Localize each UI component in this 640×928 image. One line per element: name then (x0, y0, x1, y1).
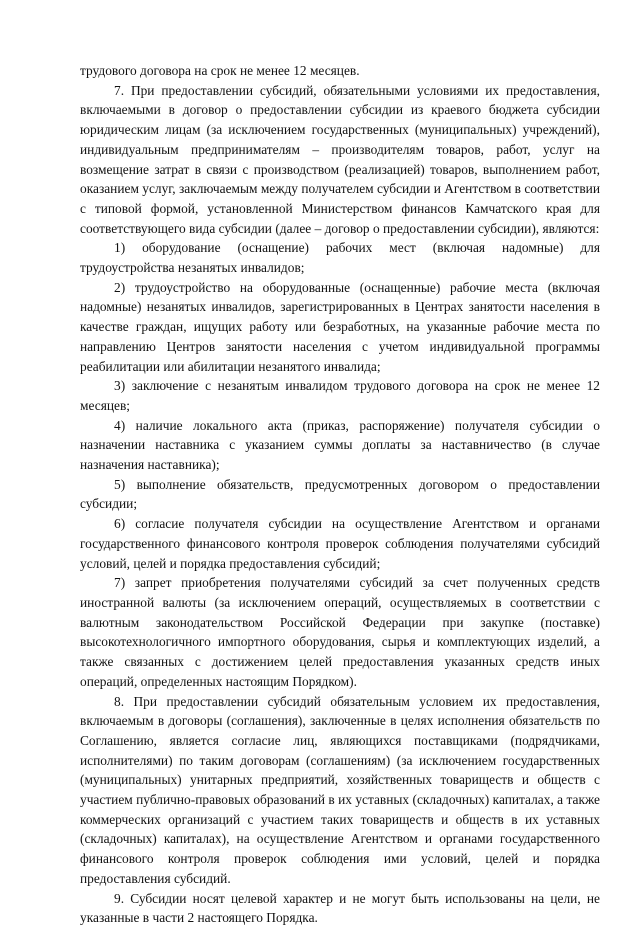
list-item-5: 5) выполнение обязательств, предусмотренных договором о предоставлении субсидии; (80, 476, 600, 512)
paragraph-clause-8: 8. При предоставлении субсидий обязательным условием их предоставления, включаемым в договоры (соглашения), заключенные в целях исполнения обязательств по Соглашению, является согласие лиц, являющихся поставщиками (подрядчиками, исполнителями) по таким договорам (соглашениям) (за исключением государственных (муниципальных) унитарных предприятий, хозяйственных товариществ и обществ с участием публично-правовых образований в их уставных (складочных) капиталах, а также коммерческих организаций с участием таких товариществ и обществ в их уставных (складочных) капиталах), на осуществление Агентством и органами государственного финансового контроля проверок соблюдения ими условий, целей и порядка предоставления субсидий. (80, 693, 600, 886)
list-item-1: 1) оборудование (оснащение) рабочих мест (включая надомные) для трудоустройства незанятых инвалидов; (80, 240, 600, 276)
list-item-7: 7) запрет приобретения получателями субсидий за счет полученных средств иностранной валюты (за исключением операций, осуществляемых в соответствии с валютным законодательством Российской Федерации при закупке (поставке) высокотехнологичного импортного оборудования, сырья и комплектующих изделий, а также связанных с достижением целей предоставления указанных средств иных операций, определенных настоящим Порядком). (80, 575, 600, 689)
paragraph-clause-7: 7. При предоставлении субсидий, обязательными условиями их предоставления, включаемыми в договор о предоставлении субсидии из краевого бюджета субсидии юридическим лицам (за исключением государственных (муниципальных) учреждений), индивидуальным предпринимателям – производителям товаров, работ, услуг на возмещение затрат в связи с производством (реализацией) товаров, выполнением работ, оказанием услуг, заключаемым между получателем субсидии и Агентством в соответствии с типовой формой, установленной Министерством финансов Камчатского края для соответствующего вида субсидии (далее – договор о предоставлении субсидии), являются: (80, 82, 600, 236)
list-item-6: 6) согласие получателя субсидии на осуществление Агентством и органами государственного финансового контроля проверок соблюдения получателями субсидий условий, целей и порядка предоставления субсидий; (80, 516, 600, 571)
list-item-4: 4) наличие локального акта (приказ, распоряжение) получателя субсидии о назначении наставника с указанием суммы доплаты за наставничество (в случае назначения наставника); (80, 417, 600, 473)
list-item-3: 3) заключение с незанятым инвалидом трудового договора на срок не менее 12 месяцев; (80, 378, 600, 413)
document-page (80, 61, 600, 928)
paragraph-continuation: трудового договора на срок не менее 12 месяцев. (80, 63, 360, 78)
paragraph-clause-9: 9. Субсидии носят целевой характер и не могут быть использованы на цели, не указанные в части 2 настоящего Порядка. (80, 890, 600, 926)
list-item-2: 2) трудоустройство на оборудованные (оснащенные) рабочие места (включая надомные) незанятых инвалидов, зарегистрированных в Центрах занятости населения в качестве граждан, ищущих работу или безработных, на указанные рабочие места по направлению Центров занятости населения с учетом индивидуальной программы реабилитации или абилитации незанятого инвалида; (80, 279, 600, 374)
